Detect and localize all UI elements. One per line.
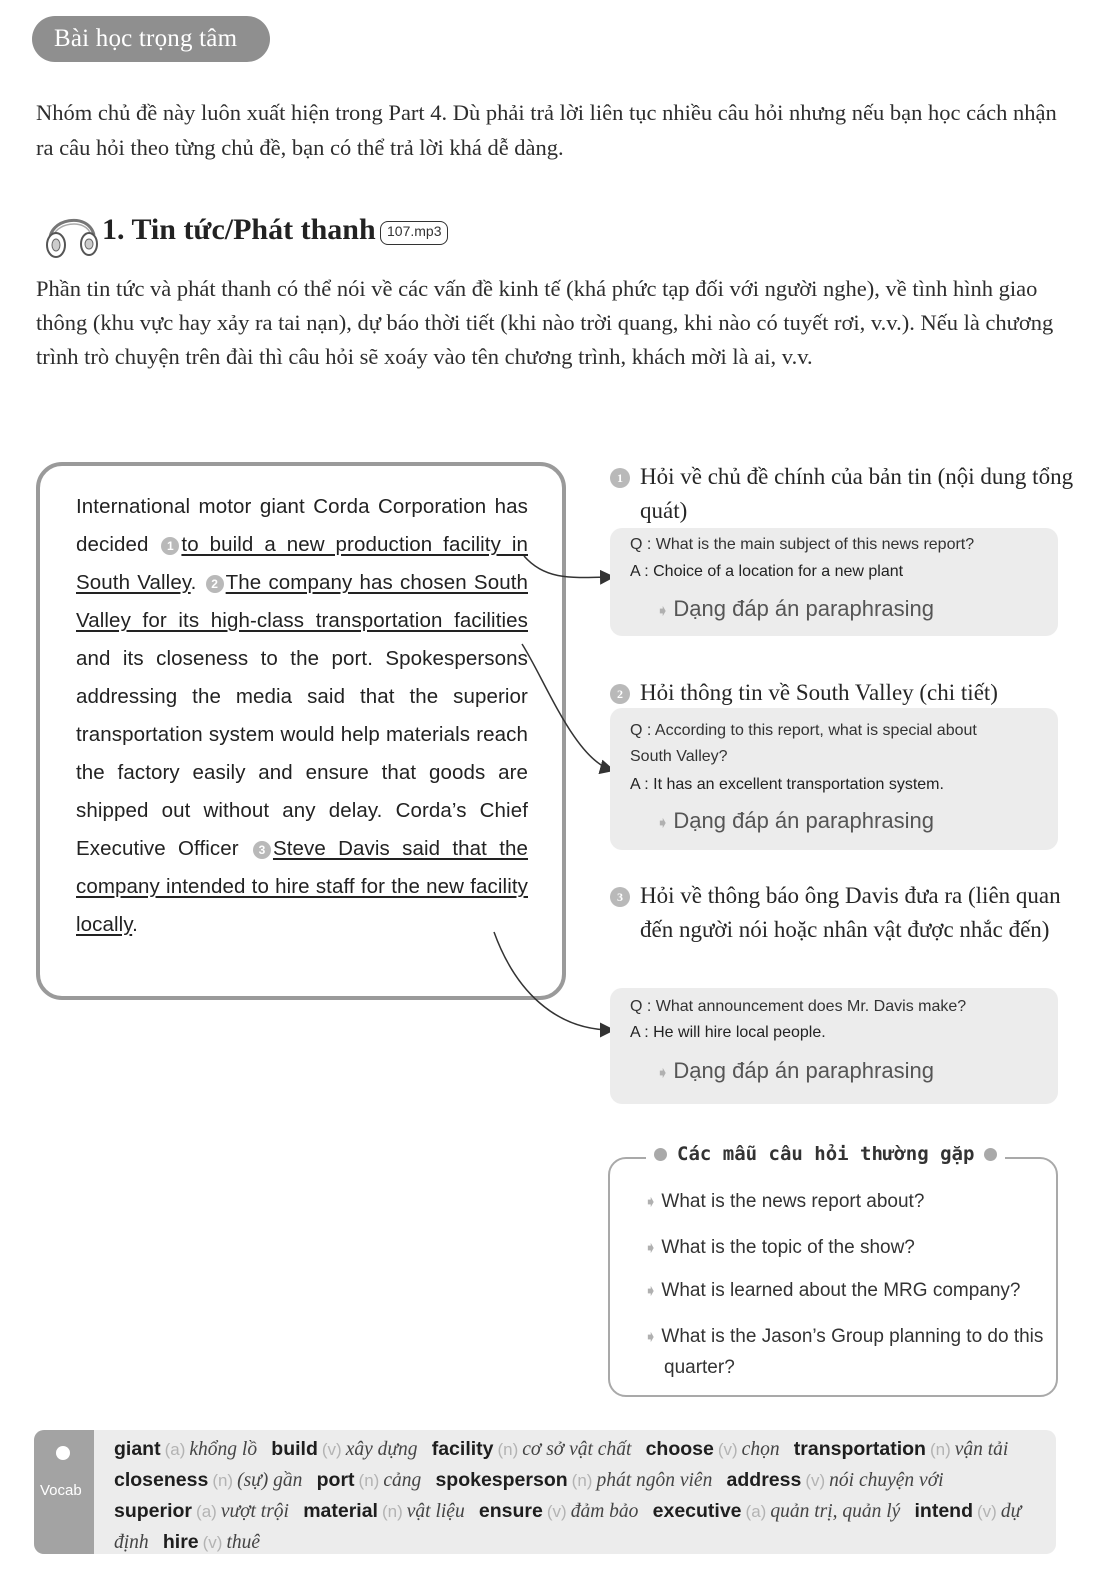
list-item: ➧ What is the topic of the show? <box>644 1237 915 1258</box>
vocab-entry <box>303 1499 473 1522</box>
vocab-meaning: chọn <box>741 1439 780 1460</box>
answer-type-1: ➧ Dạng đáp án paraphrasing <box>656 596 934 621</box>
vocab-meaning: vật liệu <box>406 1501 465 1522</box>
vocab-word: transportation <box>793 1438 926 1460</box>
vocab-word: ensure <box>478 1500 543 1522</box>
vocab-box <box>34 1430 1056 1554</box>
answer-type-3: ➧ Dạng đáp án paraphrasing <box>656 1058 934 1083</box>
vocab-entry <box>794 1437 1017 1460</box>
vocab-word: giant <box>114 1438 161 1460</box>
vocab-meaning: quản trị, quản lý <box>770 1501 901 1522</box>
vocab-word: hire <box>162 1531 199 1553</box>
marker-3: 3 <box>253 841 271 859</box>
arrow-right-icon: ➧ <box>644 1194 658 1211</box>
vocab-pos: (v) <box>321 1440 342 1459</box>
bullet-dot-icon <box>56 1446 70 1460</box>
arrow-right-icon: ➧ <box>656 603 670 620</box>
arrow-2 <box>522 644 612 770</box>
vocab-meaning: vận tải <box>954 1439 1009 1460</box>
arrow-1 <box>524 556 612 578</box>
vocab-word: address <box>726 1469 802 1491</box>
marker-2: 2 <box>206 575 224 593</box>
vocab-meaning: khổng lồ <box>189 1439 258 1460</box>
vocab-meaning: phát ngôn viên <box>596 1470 713 1491</box>
vocab-meaning: nói chuyện với <box>829 1470 944 1491</box>
question-text-3: Q : What announcement does Mr. Davis make? <box>630 998 967 1015</box>
bullet-dot-icon <box>654 1148 667 1161</box>
marker-1: 1 <box>161 537 179 555</box>
vocab-pos: (n) <box>212 1471 234 1490</box>
vocab-entry <box>653 1499 909 1522</box>
vocab-meaning: thuê <box>226 1532 261 1553</box>
list-item: ➧ What is the news report about? <box>644 1191 925 1212</box>
passage-highlight-1: to build a new production facility in South Valley <box>76 533 528 594</box>
vocab-word: executive <box>652 1500 742 1522</box>
bullet-dot-icon <box>984 1148 997 1161</box>
vocab-entry <box>646 1437 788 1460</box>
common-questions-title: Các mẫu câu hỏi thường gặp <box>677 1143 975 1165</box>
vocab-pos: (a) <box>196 1502 217 1521</box>
vocab-pos: (v) <box>977 1502 997 1521</box>
common-questions-box <box>608 1143 1058 1397</box>
vocab-word: closeness <box>114 1469 209 1491</box>
arrow-right-icon: ➧ <box>644 1329 658 1346</box>
vocab-pos: (v) <box>805 1471 826 1490</box>
vocab-word: port <box>316 1469 355 1491</box>
vocab-meaning: cơ sở vật chất <box>522 1439 632 1460</box>
qa-box-2 <box>610 708 1058 850</box>
list-item: ➧ What is the Jason’s Group planning to do this quarter? <box>644 1326 1044 1378</box>
passage-highlight-2: The company has chosen South Valley for its high-class transportation facilities <box>76 571 528 632</box>
vocab-pos: (n) <box>497 1440 519 1459</box>
answer-1: A : Choice of a location for a new plant <box>630 563 904 580</box>
vocab-entry <box>727 1468 952 1491</box>
passage-highlight-3: Steve Davis said that the company intended to hire staff for the new facility locally <box>76 837 529 936</box>
vocab-word: intend <box>914 1500 974 1522</box>
vocab-word: facility <box>431 1438 494 1460</box>
marker-1: 1 <box>610 468 630 488</box>
vocab-meaning: (sự) gần <box>237 1470 303 1491</box>
vocab-entry <box>114 1499 297 1522</box>
vocab-label: Vocab <box>40 1482 82 1499</box>
question-text-1: Q : What is the main subject of this news report? <box>630 536 975 553</box>
vocab-pos: (n) <box>929 1440 951 1459</box>
vocab-tab <box>34 1430 94 1554</box>
qa-box-1 <box>610 528 1058 636</box>
vocab-pos: (v) <box>717 1440 738 1459</box>
vocab-entry <box>114 1437 265 1460</box>
section-description: Phần tin tức và phát thanh có thể nói về các vấn đề kinh tế (khá phức tạp đối với người nghe), về tình hình giao thông (khu vực hay xảy ra tai nạn), dự báo thời tiết (khi nào trời quang, khi nào có tuyết rơi, v.v.). Nếu là chương trình trò chuyện trên đài thì câu hỏi sẽ xoáy vào tên chương trình, khách mời là ai, v.v. <box>36 276 1054 369</box>
arrow-3 <box>494 932 612 1030</box>
question-heading-1: 1 Hỏi về chủ đề chính của bản tin (nội dung tổng quát) <box>608 460 1078 528</box>
vocab-pos: (a) <box>745 1502 767 1521</box>
vocab-entry <box>317 1468 430 1491</box>
vocab-entry <box>435 1468 720 1491</box>
answer-type-2: ➧ Dạng đáp án paraphrasing <box>656 808 934 833</box>
arrow-right-icon: ➧ <box>656 815 670 832</box>
vocab-word: material <box>303 1500 378 1522</box>
vocab-entry <box>479 1499 647 1522</box>
vocab-meaning: đảm bảo <box>570 1501 639 1522</box>
marker-3: 3 <box>610 887 630 907</box>
vocab-word: spokesperson <box>435 1469 568 1491</box>
marker-2: 2 <box>610 684 630 704</box>
common-questions-header <box>646 1143 1005 1165</box>
qa-box-3 <box>610 988 1058 1104</box>
vocab-word: build <box>271 1438 318 1460</box>
question-heading-2: 2 Hỏi thông tin về South Valley (chi tiết) <box>608 676 1078 710</box>
arrow-right-icon: ➧ <box>644 1240 658 1257</box>
answer-3: A : He will hire local people. <box>630 1024 826 1041</box>
section-title: 1. Tin tức/Phát thanh <box>102 213 376 246</box>
vocab-pos: (v) <box>546 1502 567 1521</box>
vocab-word: choose <box>645 1438 714 1460</box>
vocab-entry <box>271 1437 425 1460</box>
question-text-2: Q : According to this report, what is special about South Valley? <box>630 722 977 765</box>
vocab-pos: (n) <box>381 1502 403 1521</box>
vocab-entry <box>163 1530 268 1553</box>
vocab-pos: (v) <box>202 1533 223 1552</box>
arrow-right-icon: ➧ <box>644 1283 658 1300</box>
answer-2: A : It has an excellent transportation system. <box>630 776 944 793</box>
question-heading-3: 3 Hỏi về thông báo ông Davis đưa ra (liên quan đến người nói hoặc nhân vật được nhắc đến) <box>608 879 1078 947</box>
lesson-badge: Bài học trọng tâm <box>32 16 270 62</box>
vocab-entry <box>432 1437 640 1460</box>
vocab-list <box>114 1434 1044 1558</box>
vocab-meaning: vượt trội <box>220 1501 289 1522</box>
vocab-pos: (n) <box>358 1471 380 1490</box>
list-item: ➧ What is learned about the MRG company? <box>644 1280 1021 1301</box>
vocab-pos: (a) <box>164 1440 186 1459</box>
news-passage: International motor giant Corda Corporation has decided 1 to build a new production facility in South Valley. 2 The company has chosen South Valley for its high-class transportation facilities and its closeness to the port. Spokespersons addressing the media said that the superior transportation system would help materials reach the factory easily and ensure that goods are shipped out without any delay. Corda’s Chief Executive Officer 3 Steve Davis said that the company intended to hire staff for the new facility locally. <box>76 495 529 936</box>
vocab-entry <box>114 1468 310 1491</box>
vocab-meaning: cảng <box>383 1470 422 1491</box>
audio-track-tag[interactable]: 107.mp3 <box>380 221 448 245</box>
arrow-right-icon: ➧ <box>656 1065 670 1082</box>
vocab-meaning: dự định <box>114 1501 1022 1553</box>
intro-paragraph: Nhóm chủ đề này luôn xuất hiện trong Part 4. Dù phải trả lời liên tục nhiều câu hỏi nhưng nếu bạn học cách nhận ra câu hỏi theo từng chủ đề, bạn có thể trả lời khá dễ dàng. <box>36 100 1057 160</box>
vocab-meaning: xây dựng <box>345 1439 418 1460</box>
vocab-pos: (n) <box>571 1471 593 1490</box>
vocab-word: superior <box>114 1500 193 1522</box>
